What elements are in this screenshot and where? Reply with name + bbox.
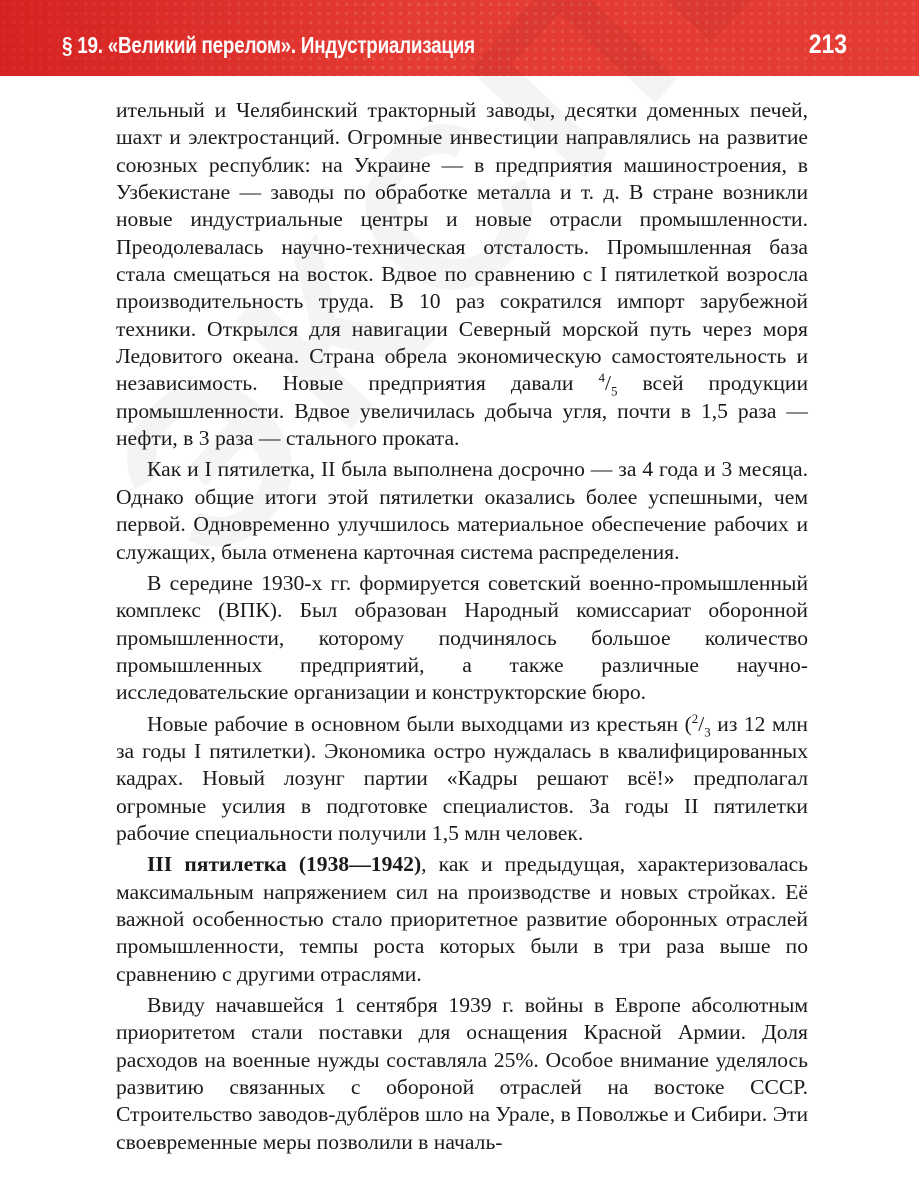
paragraph-6: Ввиду начавшейся 1 сентября 1939 г. войны в Европе абсолютным приоритетом стали поставки для оснащения Красной Армии. Доля расходов на военные нужды составляла 25%. Особое внимание уделялось развитию связанных с обороной отраслей на востоке СССР. Строительство заводов-дублёров шло на Урале, в Поволжье и Сибири. Эти своевременные меры позволили в началь- [116,993,808,1154]
paragraph-3: В середине 1930-х гг. формируется советский военно-промышленный комплекс (ВПК). Был образован Народный комиссариат оборонной промышленности, которому подчинялось большое количество промышленных предприятий, а также различные научно-исследовательские организации и конструкторские бюро. [116,570,808,705]
paragraph-1-part-a: ительный и Челябинский тракторный заводы, десятки доменных печей, шахт и электростанций. Огромные инвестиции направлялись на развитие союзных республик: на Украине — в предприятия машиностроения, в Узбекистане — заводы по обработке металла и т. д. В стране возникли новые индустриальные центры и новые отрасли промышленности. Преодолевалась научно-техническая отсталость. Промышленная база стала смещаться на восток. Вдвое по сравнению с I пятилеткой возросла производительность труда. В 10 раз сократился импорт зарубежной техники. Открылся для навигации Северный морской путь через моря Ледовитого океана. Страна обрела экономическую самостоятельность и независимость. Новые предприятия давали [116,98,808,396]
fraction-numerator: 2 [691,710,699,726]
fraction-slash: / [604,371,611,396]
fraction-slash: / [698,711,705,736]
paragraph-1-part-b: всей продукции промышленности. Вдвое увеличилась добыча угля, почти в 1,5 раза — нефти, в 3 раза — стального проката. [116,371,809,451]
paragraph-4-part-a: Новые рабочие в основном были выходцами из крестьян ( [147,711,692,736]
five-year-plan-heading: III пятилетка (1938—1942) [147,852,422,877]
paragraph-5-rest: , как и предыдущая, характеризовалась максимальным напряжением сил на производстве и новых стройках. Её важной особенностью стало приоритетное развитие оборонных отраслей промышленности, темпы роста которых были в три раза выше по сравнению с другими отраслями. [116,852,809,986]
paragraph-2: Как и I пятилетка, II была выполнена досрочно — за 4 года и 3 месяца. Однако общие итоги этой пятилетки оказались более успешными, чем первой. Одновременно улучшилось материальное обеспечение рабочих и служащих, была отменена карточная система распределения. [116,457,808,564]
paragraph-4 [116,711,808,848]
paragraph-1 [116,97,808,452]
fraction-numerator: 4 [598,370,605,386]
running-title: § 19. «Великий перелом». Индустриализация [62,32,475,58]
page-header [0,0,919,76]
paragraph-5 [116,851,808,988]
page-number: 213 [808,29,847,59]
fraction-denominator: 3 [704,723,711,739]
fraction-denominator: 5 [610,383,618,399]
paragraph-4-part-b: из 12 млн за годы I пятилетки). Экономика остро нуждалась в квалифицированных кадрах. Новый лозунг партии «Кадры решают всё!» предполагал огромные усилия в подготовке специалистов. За годы II пятилетки рабочие специальности получили 1,5 млн человек. [116,711,808,845]
body-text [116,97,808,1156]
